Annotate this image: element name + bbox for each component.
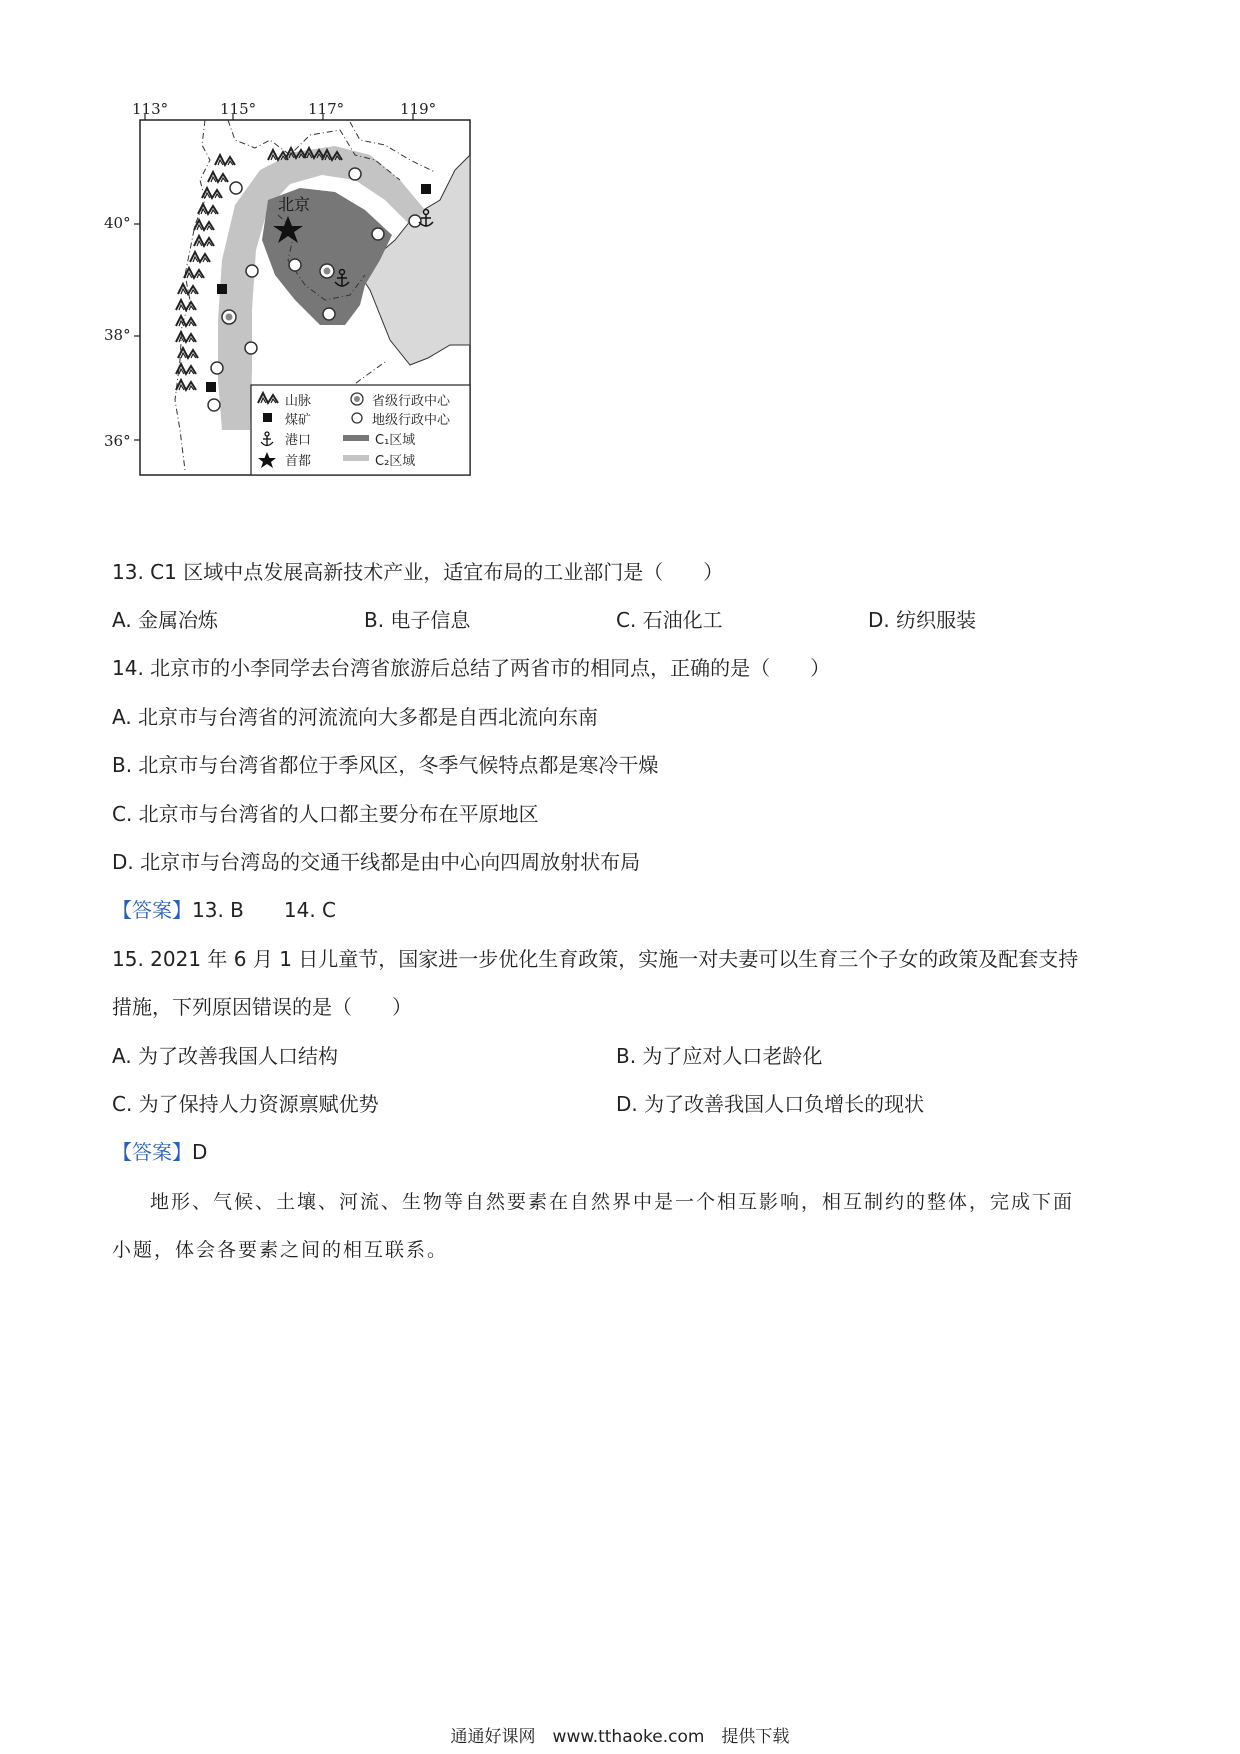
lat-label-40: 40° bbox=[104, 214, 131, 232]
prefecture-center-icon bbox=[409, 215, 421, 227]
legend-label-c2-region: C₂区域 bbox=[375, 454, 416, 469]
q13-option-a: A. 金属冶炼 bbox=[112, 608, 219, 632]
lon-label-119: 119° bbox=[400, 100, 437, 118]
question-13-stem: 13. C1 区域中点发展高新技术产业，适宜布局的工业部门是（ ） bbox=[112, 560, 724, 584]
question-14-stem: 14. 北京市的小李同学去台湾省旅游后总结了两省市的相同点，正确的是（ ） bbox=[112, 656, 831, 680]
legend-label-province-center: 省级行政中心 bbox=[372, 394, 451, 409]
legend-label-coal-mine: 煤矿 bbox=[285, 413, 312, 428]
coal-mine-icon bbox=[263, 413, 272, 422]
c1-region-swatch bbox=[343, 435, 369, 441]
q13-option-c: C. 石油化工 bbox=[616, 608, 723, 632]
coal-mine-icon bbox=[206, 382, 216, 392]
question-15-stem-line2: 措施，下列原因错误的是（ ） bbox=[112, 995, 412, 1019]
prefecture-center-icon bbox=[372, 228, 384, 240]
prefecture-center-icon bbox=[246, 265, 258, 277]
passage-line-2: 小题，体会各要素之间的相互联系。 bbox=[112, 1239, 449, 1261]
lat-label-36: 36° bbox=[104, 432, 131, 450]
q14-option-b: B. 北京市与台湾省都位于季风区，冬季气候特点都是寒冷干燥 bbox=[112, 753, 659, 777]
answer-text: 13. B 14. C bbox=[192, 898, 337, 922]
prefecture-center-icon bbox=[352, 413, 362, 423]
q15-option-a: A. 为了改善我国人口结构 bbox=[112, 1044, 339, 1068]
q13-option-b: B. 电子信息 bbox=[364, 608, 471, 632]
legend-label-mountain: 山脉 bbox=[285, 394, 312, 409]
lon-label-117: 117° bbox=[308, 100, 345, 118]
prefecture-center-icon bbox=[349, 168, 361, 180]
province-center-icon bbox=[351, 393, 363, 405]
q14-option-d: D. 北京市与台湾岛的交通干线都是由中心向四周放射状布局 bbox=[112, 850, 641, 874]
legend-label-prefecture-center: 地级行政中心 bbox=[372, 413, 451, 428]
q15-option-d: D. 为了改善我国人口负增长的现状 bbox=[616, 1092, 925, 1116]
answer-tag: 【答案】 bbox=[112, 1140, 192, 1164]
city-label-beijing: 北京 bbox=[278, 195, 311, 214]
answer-13-14 bbox=[112, 896, 336, 924]
prefecture-center-icon bbox=[245, 342, 257, 354]
question-15-stem-line1: 15. 2021 年 6 月 1 日儿童节，国家进一步优化生育政策，实施一对夫妻可以生育三个子女的政策及配套支持 bbox=[112, 947, 1079, 971]
legend-label-c1-region: C₁区域 bbox=[375, 433, 416, 448]
lon-label-113: 113° bbox=[132, 100, 169, 118]
prefecture-center-icon bbox=[211, 362, 223, 374]
q14-option-a: A. 北京市与台湾省的河流流向大多都是自西北流向东南 bbox=[112, 705, 599, 729]
lon-label-115: 115° bbox=[220, 100, 257, 118]
legend-label-capital: 首都 bbox=[285, 454, 312, 469]
q14-option-c: C. 北京市与台湾省的人口都主要分布在平原地区 bbox=[112, 802, 539, 826]
prefecture-center-icon bbox=[208, 399, 220, 411]
province-center-icon bbox=[320, 264, 334, 278]
answer-text: D bbox=[192, 1140, 208, 1164]
prefecture-center-icon bbox=[230, 182, 242, 194]
coal-mine-icon bbox=[421, 184, 431, 194]
q15-option-b: B. 为了应对人口老龄化 bbox=[616, 1044, 823, 1068]
passage-line-1: 地形、气候、土壤、河流、生物等自然要素在自然界中是一个相互影响，相互制约的整体，完成下面 bbox=[150, 1191, 1075, 1213]
lat-label-38: 38° bbox=[104, 326, 131, 344]
page-footer: 通通好课网 www.tthaoke.com 提供下载 bbox=[450, 1727, 790, 1747]
q13-option-d: D. 纺织服装 bbox=[868, 608, 977, 632]
prefecture-center-icon bbox=[289, 259, 301, 271]
province-center-icon bbox=[222, 310, 236, 324]
c2-region-swatch bbox=[343, 455, 369, 461]
region-map bbox=[104, 100, 540, 540]
prefecture-center-icon bbox=[323, 308, 335, 320]
map-legend bbox=[251, 385, 470, 475]
legend-label-port: 港口 bbox=[285, 433, 312, 448]
coal-mine-icon bbox=[217, 284, 227, 294]
answer-tag: 【答案】 bbox=[112, 898, 192, 922]
answer-15 bbox=[112, 1138, 207, 1166]
q15-option-c: C. 为了保持人力资源禀赋优势 bbox=[112, 1092, 379, 1116]
